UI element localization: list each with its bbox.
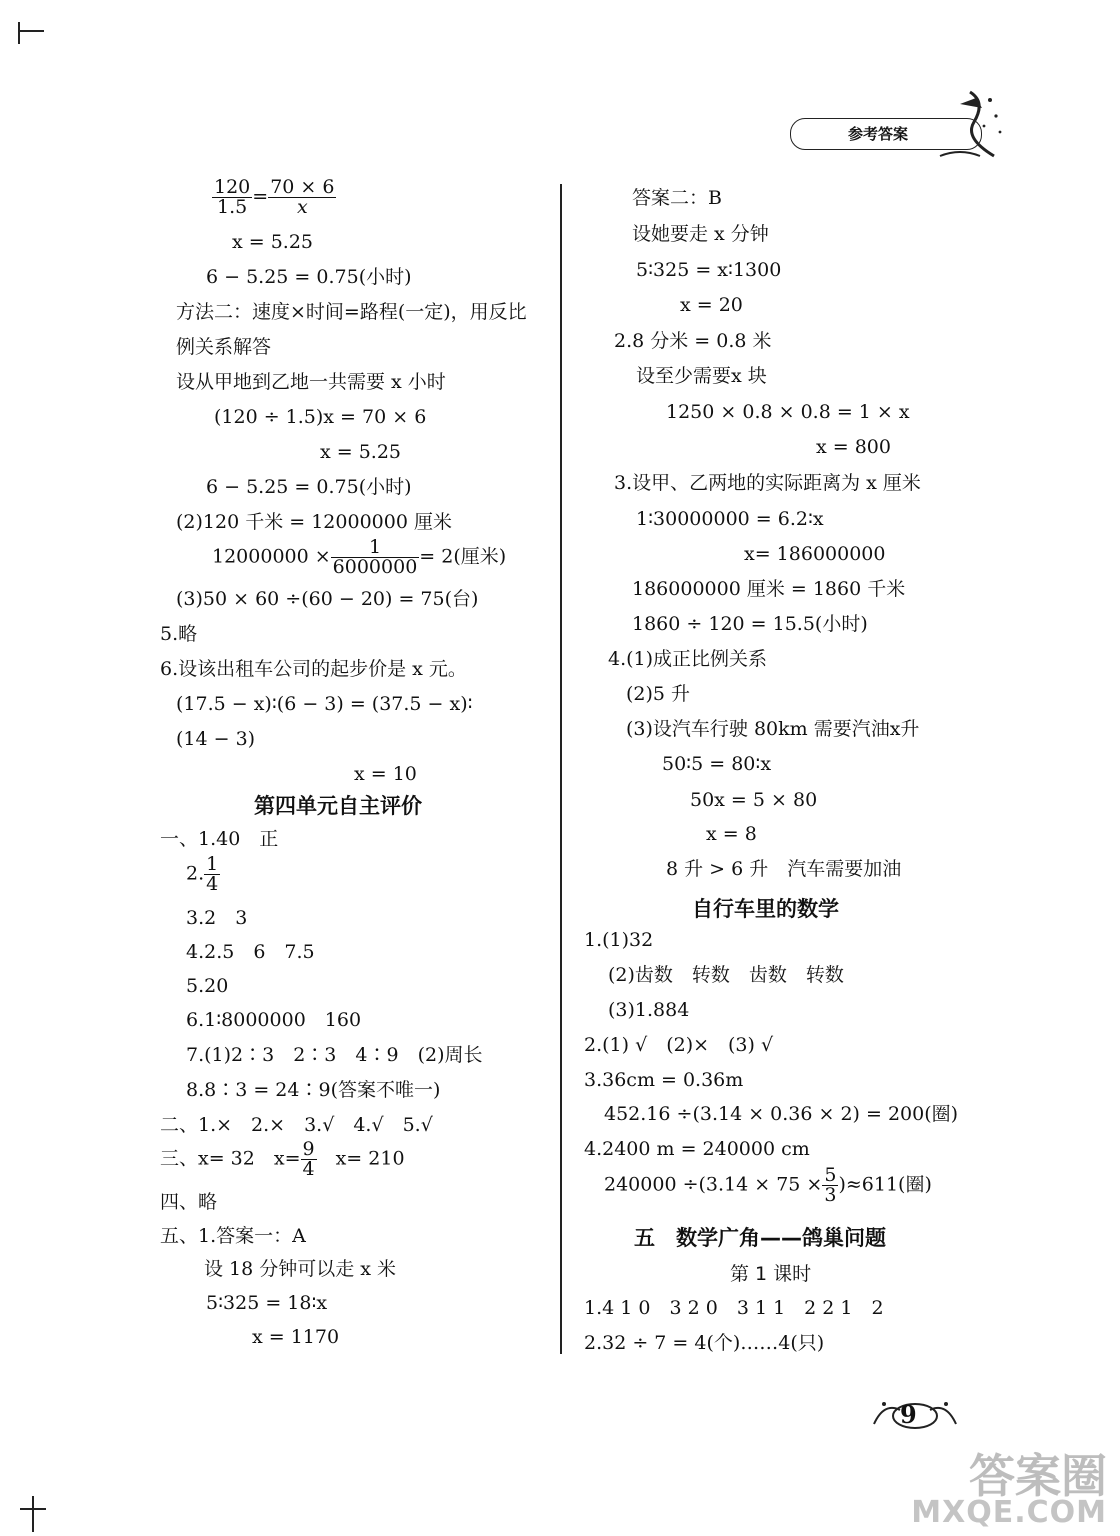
crop-mark-bottom-left-h [20,1508,46,1510]
section-heading: 五 数学广角——鸽巢问题 [634,1226,886,1250]
text-line: 五、1.答案一：A [160,1225,306,1247]
text-line: x = 5.25 [320,441,402,463]
equation-fraction-line [212,538,506,577]
text-line: 设从甲地到乙地一共需要 x 小时 [176,371,446,393]
denominator: 3 [824,1184,837,1206]
text-line: 2.8 分米 = 0.8 米 [614,330,772,352]
text-line: 2.(1) √ (2)× (3) √ [584,1034,774,1056]
text-line: x = 1170 [252,1326,340,1348]
text-line: 二、1.× 2.× 3.√ 4.√ 5.√ [160,1114,433,1136]
text-line: 6 − 5.25 = 0.75(小时) [206,266,412,288]
text-line: 4.(1)成正比例关系 [608,648,768,670]
text-line: 1.4 1 0 3 2 0 3 1 1 2 2 1 2 [584,1297,884,1319]
denominator: 4 [206,873,219,895]
text-line: 1860 ÷ 120 = 15.5(小时) [632,613,868,635]
text-line: (14 − 3) [176,728,256,750]
text-line: 3.2 3 [186,907,248,929]
text-segment: = 2(厘米) [419,545,507,568]
text-line: 8 升 > 6 升 汽车需要加油 [666,858,902,880]
watermark [908,1440,1113,1532]
text-line: 6 − 5.25 = 0.75(小时) [206,476,412,498]
text-line: 5.20 [186,975,229,997]
denominator: 1.5 [217,196,248,218]
crop-mark-top-left-h [18,30,44,32]
text-line: (2)5 升 [626,683,691,705]
text-segment: 12000000 × [212,545,331,568]
text-line: (3)1.884 [608,999,690,1021]
text-line: (2)120 千米 = 12000000 厘米 [176,511,452,533]
text-line: 186000000 厘米 = 1860 千米 [632,578,906,600]
text-line: 5.略 [160,623,198,645]
text-line: 设她要走 x 分钟 [632,223,769,245]
text-line: 3.36cm = 0.36m [584,1069,744,1091]
text-line: 1250 × 0.8 × 0.8 = 1 × x [666,401,910,423]
text-line: 6.设该出租车公司的起步价是 x 元。 [160,658,467,680]
numerator: 120 [214,176,251,198]
fraction [301,1140,317,1179]
text-segment: )≈611(圈) [838,1173,932,1196]
numerator: 9 [302,1138,315,1160]
text-line: 4.2400 m = 240000 cm [584,1138,810,1160]
page-number: 9 [900,1400,917,1429]
text-line: (3)50 × 60 ÷(60 − 20) = 75(台) [176,588,479,610]
text-segment: 三、x= 32 x= [160,1147,301,1170]
text-line: 8.8∶3 = 24∶9(答案不唯一) [186,1079,441,1101]
text-line: (17.5 − x)∶(6 − 3) = (37.5 − x)∶ [176,693,473,715]
text-line: 3.设甲、乙两地的实际距离为 x 厘米 [614,472,921,494]
text-line: (120 ÷ 1.5)x = 70 × 6 [214,406,427,428]
watermark-en: MXQE.COM [911,1495,1107,1530]
text-line: 1.(1)32 [584,929,654,951]
crop-mark-bottom-left [32,1496,34,1532]
numerator: 1 [331,538,420,558]
text-line: 50∶5 = 80∶x [662,753,772,775]
text-line: 4.2.5 6 7.5 [186,941,315,963]
equation-fraction-line [186,855,220,894]
section-heading: 自行车里的数学 [692,897,839,921]
fraction [204,855,220,894]
text-line: 设至少需要x 块 [636,365,767,387]
crop-mark-top-left [18,22,34,44]
text-line: 四、略 [160,1191,218,1213]
fraction-right [268,178,336,217]
text-line: x = 800 [816,436,891,458]
watermark-cn: 答案圈 [969,1449,1107,1503]
text-line: 5∶325 = 18∶x [206,1292,328,1314]
numerator: 1 [206,853,219,875]
column-divider [560,184,562,1354]
text-line: 452.16 ÷(3.14 × 0.36 × 2) = 200(圈) [604,1103,959,1125]
numerator: 70 × 6 [270,176,335,198]
header-label: 参考答案 [848,125,909,143]
header-ornament-icon [930,86,1010,166]
equation-fraction-line: $\frac{120}{1.5}$ = $\frac{70 \times 6}{x}$ [214,176,335,218]
text-line: 2.32 ÷ 7 = 4(个)……4(只) [584,1332,825,1354]
text-line: (2)齿数 转数 齿数 转数 [608,964,844,986]
equation-fraction-line [160,1140,405,1179]
text-line: 方法二：速度×时间=路程(一定)，用反比 [176,301,527,323]
text-line: 答案二：B [632,187,722,209]
text-line: x = 5.25 [232,231,314,253]
text-line: x = 10 [354,763,417,785]
text-line: 6.1∶8000000 160 [186,1009,362,1031]
text-line: x = 20 [680,294,743,316]
text-line: 5∶325 = x∶1300 [636,259,782,281]
lesson-subheading: 第 1 课时 [730,1263,812,1285]
text-segment: 2. [186,862,205,885]
denominator: 6000000 [332,556,418,578]
denominator: x [296,196,308,218]
section-heading: 第四单元自主评价 [254,794,422,818]
text-line: 7.(1)2∶3 2∶3 4∶9 (2)周长 [186,1044,483,1066]
text-line: 设 18 分钟可以走 x 米 [204,1258,397,1280]
fraction-left [212,178,252,217]
numerator: 5 [824,1164,837,1186]
text-line: (3)设汽车行驶 80km 需要汽油x升 [626,718,920,740]
denominator: 4 [302,1158,315,1180]
text-segment: x= 210 [316,1147,405,1170]
text-line: x= 186000000 [744,543,886,565]
text-line: 一、1.40 正 [160,828,279,850]
fraction [822,1166,838,1205]
fraction [331,538,420,577]
text-line: x = 8 [706,823,757,845]
text-segment: 240000 ÷(3.14 × 75 × [604,1173,823,1196]
text-line: 50x = 5 × 80 [690,789,818,811]
text-line: 1∶30000000 = 6.2∶x [636,508,824,530]
text-line: 例关系解答 [176,336,272,358]
equation-fraction-line [604,1166,932,1205]
